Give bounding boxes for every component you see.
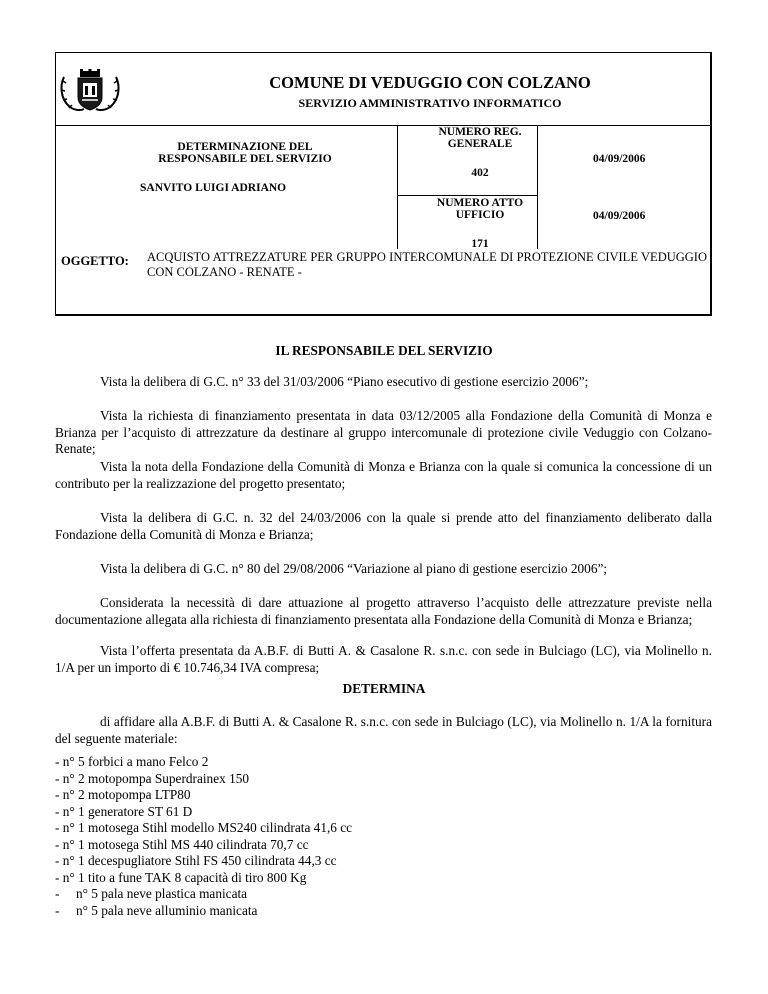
list-dash: - [55, 902, 60, 918]
list-item: - n° 1 motosega Stihl MS 440 cilindrata 70,7 cc [55, 836, 309, 852]
determinazione-label-line1: DETERMINAZIONE DEL [177, 141, 313, 153]
list-item-text: n° 5 pala neve plastica manicata [76, 886, 248, 901]
list-item: - n° 1 generatore ST 61 D [55, 803, 193, 819]
paragraph-2: Vista la richiesta di finanziamento presentata in data 03/12/2005 alla Fondazione della Comunità di Monza e Brianza per l’acquisto di attrezzature da destinare al gruppo intercomunale di protezione civile Veduggio con Colzano-Renate; [55, 408, 712, 456]
servizio-subtitle: SERVIZIO AMMINISTRATIVO INFORMATICO [298, 96, 562, 110]
determina-intro: di affidare alla A.B.F. di Butti A. & Casalone R. s.n.c. con sede in Bulciago (LC), via Molinello n. 1/A la fornitura del seguente materiale: [55, 714, 712, 746]
list-item [55, 903, 352, 920]
numero-reg-label [425, 126, 535, 150]
list-item [55, 886, 352, 903]
numero-atto-value: 171 [471, 238, 489, 250]
paragraph-4: Vista la delibera di G.C. n. 32 del 24/03/2006 con la quale si prende atto del finanziamento deliberato dalla Fondazione della Comunità di Monza e Brianza; [55, 510, 712, 542]
paragraph-3: Vista la nota della Fondazione della Comunità di Monza e Brianza con la quale si comunica la concessione di un contributo per la realizzazione del progetto presentato; [55, 459, 712, 491]
paragraph-7: Vista l’offerta presentata da A.B.F. di Butti A. & Casalone R. s.n.c. con sede in Bulciago (LC), via Molinello n. 1/A per un importo di € 10.746,34 IVA compresa; [55, 643, 712, 675]
determinazione-label-line2: RESPONSABILE DEL SERVIZIO [158, 153, 332, 165]
row-divider [397, 195, 537, 196]
paragraph-5: Vista la delibera di G.C. n° 80 del 29/08/2006 “Variazione al piano di gestione esercizio 2006”; [100, 561, 608, 576]
paragraph-6: Considerata la necessità di dare attuazione al progetto attraverso l’acquisto delle attrezzature previste nella documentazione allegata alla richiesta di finanziamento presentata alla Fondazione della Comunità di Monza e Brianza; [55, 595, 712, 627]
responsabile-name: SANVITO LUIGI ADRIANO [140, 182, 287, 194]
determina-title: DETERMINA [342, 681, 426, 696]
list-item: - n° 1 decespugliatore Stihl FS 450 cilindrata 44,3 cc [55, 853, 337, 868]
list-item-text: n° 5 pala neve alluminio manicata [76, 902, 258, 918]
comune-title: COMUNE DI VEDUGGIO CON COLZANO [269, 73, 591, 92]
municipal-crest-logo [58, 69, 122, 113]
determinazione-label [140, 141, 350, 165]
list-dash: - [55, 886, 60, 901]
numero-atto-label-line2: UFFICIO [455, 209, 505, 221]
numero-reg-date: 04/09/2006 [593, 153, 646, 165]
section-title: IL RESPONSABILE DEL SERVIZIO [275, 343, 493, 358]
header-divider [55, 125, 711, 126]
numero-reg-label-line2: GENERALE [447, 138, 513, 150]
column-divider-left [397, 125, 398, 249]
numero-atto-date: 04/09/2006 [593, 210, 646, 222]
column-divider-right [537, 125, 538, 249]
list-item: - n° 2 motopompa Superdrainex 150 [55, 770, 250, 786]
list-item: - n° 1 tito a fune TAK 8 capacità di tiro 800 Kg [55, 869, 307, 885]
list-item: - n° 5 forbici a mano Felco 2 [55, 754, 209, 769]
numero-reg-value: 402 [471, 167, 489, 179]
list-item: - n° 2 motopompa LTP80 [55, 787, 191, 802]
oggetto-label: OGGETTO: [61, 254, 129, 268]
oggetto-text: ACQUISTO ATTREZZATURE PER GRUPPO INTERCOMUNALE DI PROTEZIONE CIVILE VEDUGGIO CON COLZANO - RENATE - [147, 250, 707, 279]
list-item: - n° 1 motosega Stihl modello MS240 cilindrata 41,6 cc [55, 820, 353, 835]
numero-atto-label [425, 197, 535, 221]
numero-atto-label-line1: NUMERO ATTO [436, 197, 524, 209]
paragraph-1: Vista la delibera di G.C. n° 33 del 31/03/2006 “Piano esecutivo di gestione esercizio 2006”; [100, 374, 589, 389]
material-list [55, 754, 352, 919]
numero-reg-label-line1: NUMERO REG. [438, 126, 522, 138]
